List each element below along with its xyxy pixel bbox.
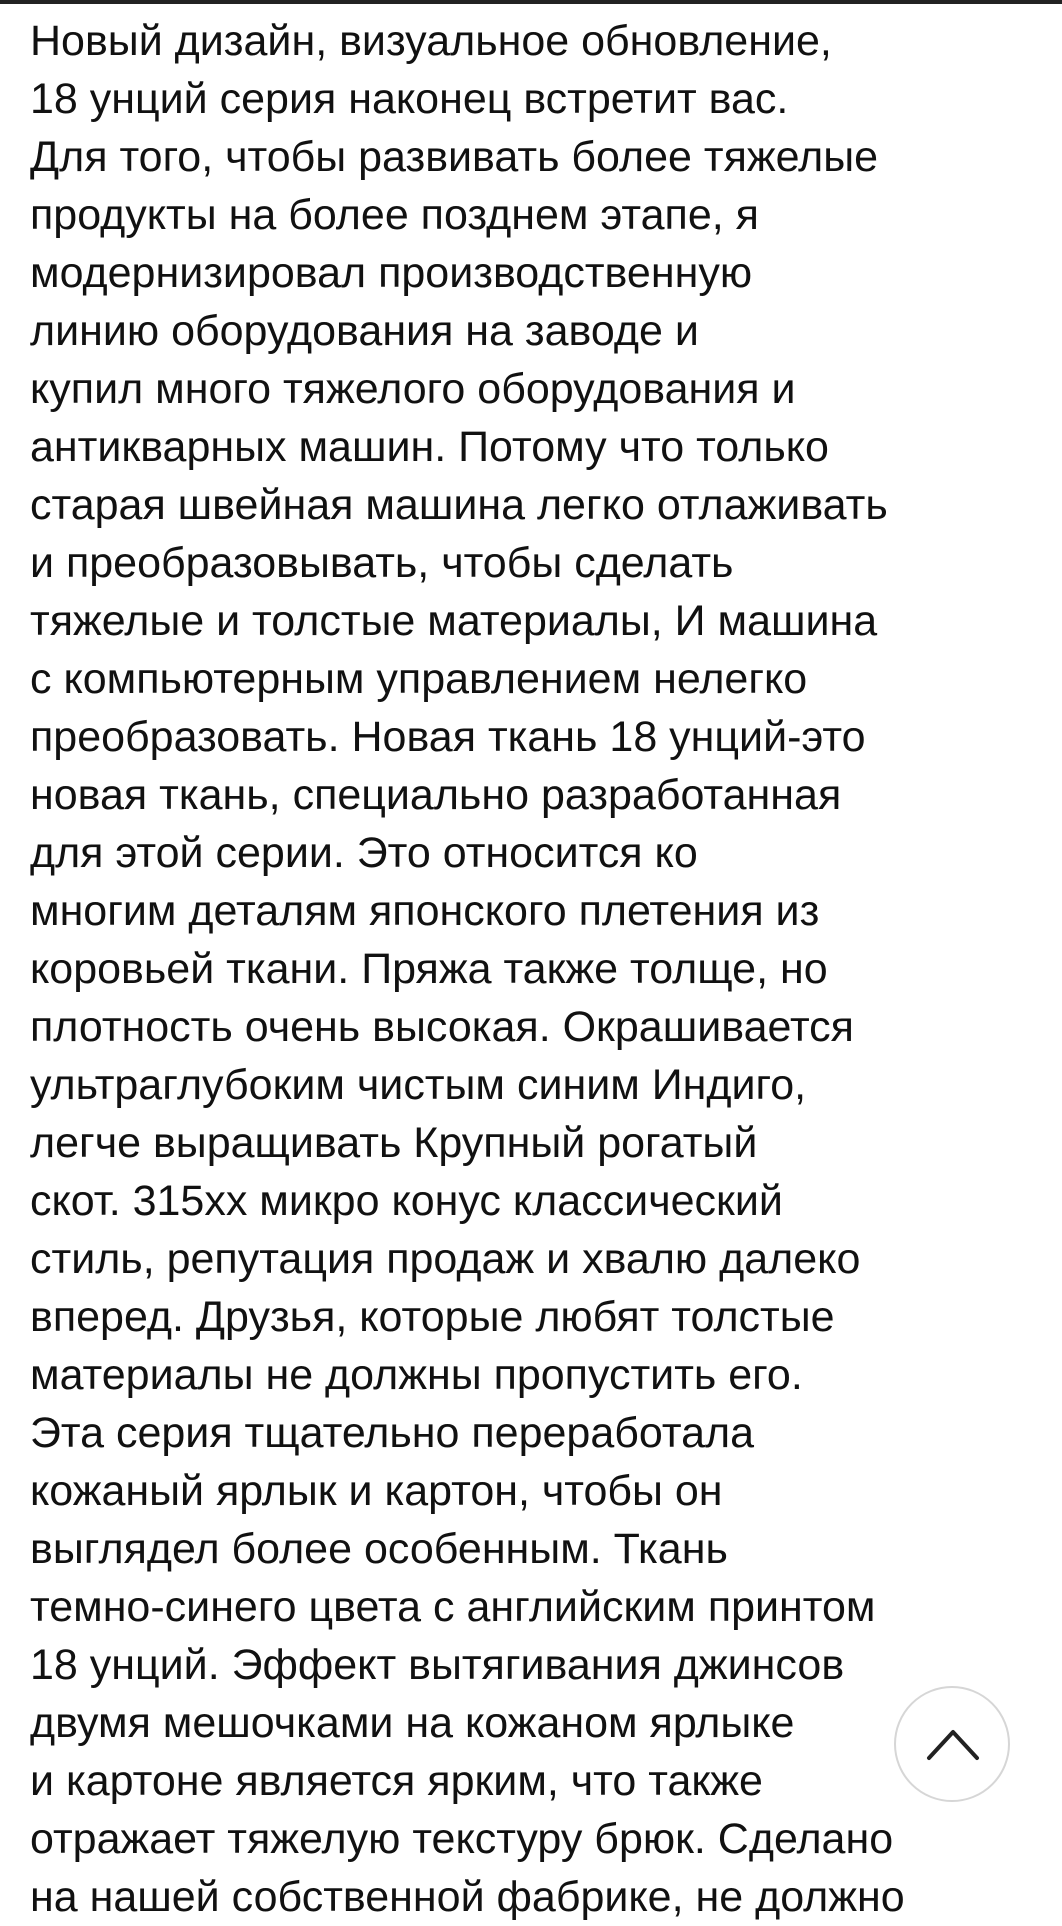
text-line: Для того, чтобы развивать более тяжелые [30,133,879,181]
text-line: легче выращивать Крупный рогатый [30,1119,758,1167]
text-line: двумя мешочками на кожаном ярлыке [30,1699,795,1747]
text-line: старая швейная машина легко отлаживать [30,481,888,529]
text-line: скот. 315хх микро конус классический [30,1177,783,1225]
text-line: и преобразовывать, чтобы сделать [30,539,734,587]
top-divider [0,0,1062,4]
text-line: вперед. Друзья, которые любят толстые [30,1293,835,1341]
text-line: материалы не должны пропустить его. [30,1351,803,1399]
text-line: тяжелые и толстые материалы, И машина [30,597,878,645]
text-line: отражает тяжелую текстуру брюк. Сделано [30,1815,894,1863]
text-line: ультраглубоким чистым синим Индиго, [30,1061,807,1109]
text-line: стиль, репутация продаж и хвалю далеко [30,1235,861,1283]
text-line: темно-синего цвета с английским принтом [30,1583,876,1631]
product-description [30,12,1040,1926]
text-line: модернизировал производственную [30,249,753,297]
text-line: кожаный ярлык и картон, чтобы он [30,1467,723,1515]
text-line: купил много тяжелого оборудования и [30,365,796,413]
text-line: для этой серии. Это относится ко [30,829,698,877]
text-line: преобразовать. Новая ткань 18 унций-это [30,713,866,761]
text-line: плотность очень высокая. Окрашивается [30,1003,854,1051]
text-line: коровьей ткани. Пряжа также толще, но [30,945,828,993]
text-line: 18 унций. Эффект вытягивания джинсов [30,1641,845,1689]
text-line: антикварных машин. Потому что только [30,423,829,471]
text-line: новая ткань, специально разработанная [30,771,842,819]
text-line: с компьютерным управлением нелегко [30,655,808,703]
text-line: Новый дизайн, визуальное обновление, [30,17,832,65]
scroll-to-top-button[interactable] [894,1686,1010,1802]
text-line: 18 унций серия наконец встретит вас. [30,75,789,123]
text-line: на нашей собственной фабрике, не должно [30,1873,905,1921]
text-line: продукты на более позднем этапе, я [30,191,759,239]
text-line: линию оборудования на заводе и [30,307,699,355]
text-line: и картоне является ярким, что также [30,1757,763,1805]
text-line: многим деталям японского плетения из [30,887,820,935]
text-line: Эта серия тщательно переработала [30,1409,754,1457]
text-line: выглядел более особенным. Ткань [30,1525,728,1573]
